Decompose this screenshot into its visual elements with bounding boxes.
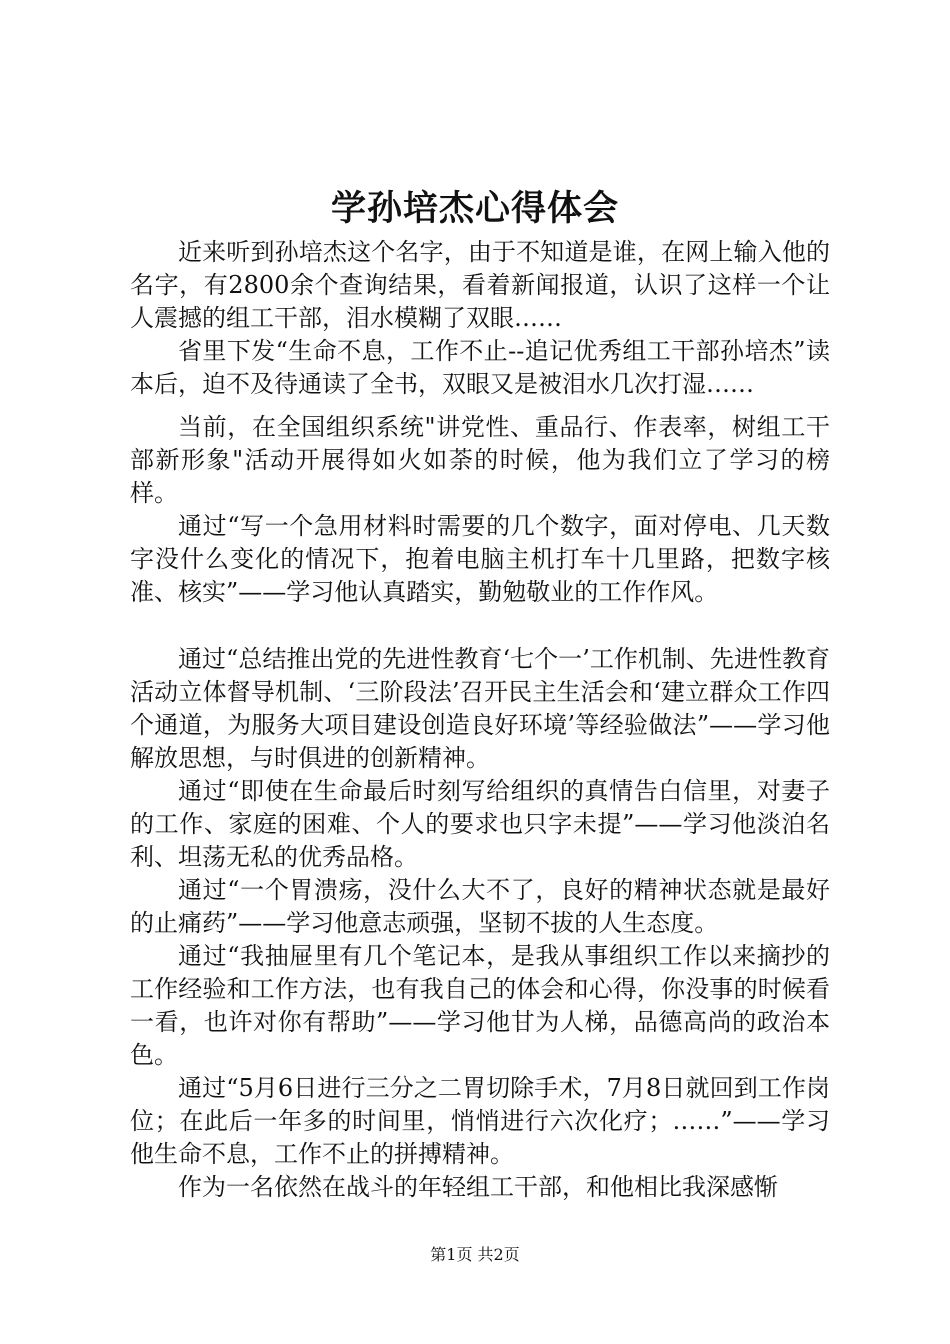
paragraph-innovation: 通过“总结推出党的先进性教育‘七个一’工作机制、先进性教育活动立体督导机制、‘三阶段法’召开民主生活会和‘建立群众工作四个通道，为服务大项目建设创造良好环境’等经验做法”——学习他解放思想，与时俱进的创新精神。 [130, 645, 830, 772]
page-footer: 第1页 共2页 [430, 1245, 520, 1264]
paragraph-attitude: 通过“一个胃溃疡，没什么大不了，良好的精神状态就是最好的止痛药”——学习他意志顽强，坚韧不拔的人生态度。 [130, 876, 830, 937]
paragraph-character: 通过“即使在生命最后时刻写给组织的真情告白信里，对妻子的工作、家庭的困难、个人的要求也只字未提”——学习他淡泊名利、坦荡无私的优秀品格。 [130, 777, 830, 871]
paragraph-spirit: 通过“5月6日进行三分之二胃切除手术，7月8日就回到工作岗位；在此后一年多的时间里，悄悄进行六次化疗；……”——学习他生命不息，工作不止的拼搏精神。 [130, 1074, 830, 1168]
paragraph-intro: 近来听到孙培杰这个名字，由于不知道是谁，在网上输入他的名字，有2800余个查询结果，看着新闻报道，认识了这样一个让人震撼的组工干部，泪水模糊了双眼…… [130, 238, 830, 332]
paragraph-work-style: 通过“写一个急用材料时需要的几个数字，面对停电、几天数字没什么变化的情况下，抱着电脑主机打车十几里路，把数字核准、核实”——学习他认真踏实，勤勉敬业的工作作风。 [130, 512, 830, 606]
paragraph-closing: 作为一名依然在战斗的年轻组工干部，和他相比我深感惭 [178, 1173, 778, 1201]
paragraph-reading: 省里下发“生命不息，工作不止--追记优秀组工干部孙培杰”读本后，迫不及待通读了全书，双眼又是被泪水几次打湿…… [130, 337, 830, 398]
paragraph-mentorship: 通过“我抽屉里有几个笔记本，是我从事组织工作以来摘抄的工作经验和工作方法，也有我自己的体会和心得，你没事的时候看一看，也许对你有帮助”——学习他甘为人梯，品德高尚的政治本色。 [130, 942, 830, 1069]
document-body [130, 236, 830, 1204]
document-title: 学孙培杰心得体会 [330, 188, 619, 229]
paragraph-context: 当前，在全国组织系统"讲党性、重品行、作表率，树组工干部新形象"活动开展得如火如荼的时候，他为我们立了学习的榜样。 [130, 413, 830, 507]
